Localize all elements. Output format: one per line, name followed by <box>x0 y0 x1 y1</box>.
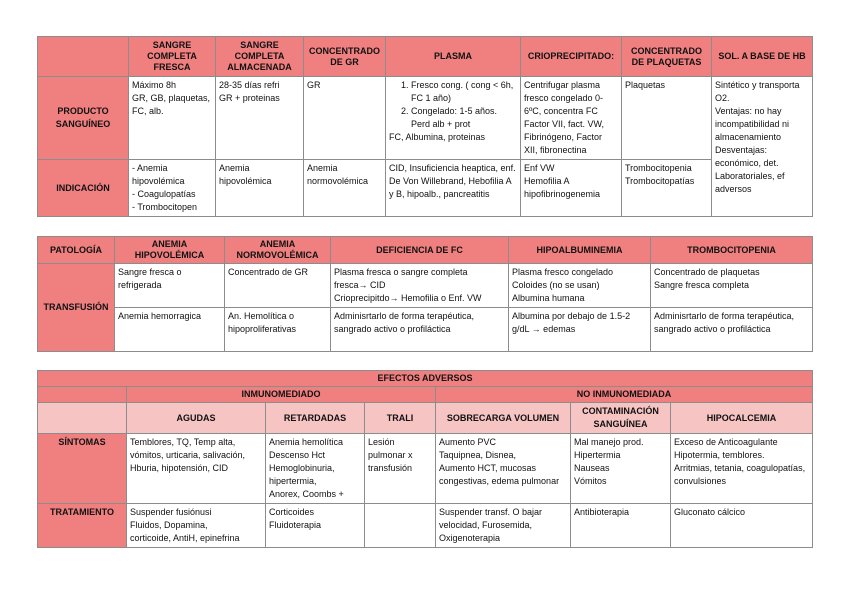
header-agudas: AGUDAS <box>127 403 266 434</box>
header-anemia-normovolemica: ANEMIA NORMOVOLÉMICA <box>225 237 331 264</box>
table-row <box>38 77 813 160</box>
header-trombocitopenia: TROMBOCITOPENIA <box>651 237 813 264</box>
header-trali: TRALI <box>365 403 436 434</box>
table-cell: Adminisrtarlo de forma terapéutica, sangrado activo o profiláctica <box>651 308 813 352</box>
adverse-effects-table <box>37 370 813 548</box>
header-empty <box>38 403 127 434</box>
row-label-transfusion: TRANSFUSIÓN <box>38 264 115 352</box>
table-cell: Gluconato cálcico <box>671 504 813 548</box>
header-empty <box>38 37 129 77</box>
header-hipoalbuminemia: HIPOALBUMINEMIA <box>509 237 651 264</box>
cell-crioprecipitado: Centrifugar plasma fresco congelado 0-6ºC, concentra FC Factor VII, fact. VW, Fibrinógeno, Factor XII, fibronectina <box>521 77 622 160</box>
row-label-producto: PRODUCTO SANGUÍNEO <box>38 77 129 160</box>
table-cell: Mal manejo prod. Hipertermia Nauseas Vómitos <box>571 434 671 504</box>
table-header-row <box>38 37 813 77</box>
header-patologia: PATOLOGÍA <box>38 237 115 264</box>
header-plasma: PLASMA <box>386 37 521 77</box>
cell-concentrado-gr: GR <box>304 77 386 160</box>
table-cell: Plasma fresca o sangre completa fresca→ CID Crioprecipitdo→ Hemofilia o Enf. VW <box>331 264 509 308</box>
table-cell: Corticoides Fluidoterapia <box>266 504 365 548</box>
table-cell: An. Hemolítica o hipoproliferativas <box>225 308 331 352</box>
row-label-sintomas: SÍNTOMAS <box>38 434 127 504</box>
table-title: EFECTOS ADVERSOS <box>38 371 813 387</box>
table-header-row <box>38 237 813 264</box>
table-row <box>38 504 813 548</box>
blood-products-table <box>37 36 813 217</box>
header-sangre-fresca: SANGRE COMPLETA FRESCA <box>129 37 216 77</box>
table-cell: Anemia hemorragica <box>115 308 225 352</box>
header-retardadas: RETARDADAS <box>266 403 365 434</box>
cell-ind-plaquetas: Trombocitopenia Trombocitopatías <box>622 160 712 217</box>
cell-ind-gr: Anemia normovolémica <box>304 160 386 217</box>
row-label-tratamiento: TRATAMIENTO <box>38 504 127 548</box>
group-no-inmunomediada: NO INMUNOMEDIADA <box>436 387 813 403</box>
cell-plaquetas: Plaquetas <box>622 77 712 160</box>
transfusion-table <box>37 236 813 352</box>
header-sangre-almacenada: SANGRE COMPLETA ALMACENADA <box>216 37 304 77</box>
list-item: 1. Fresco cong. ( cong < 6h, FC 1 año) <box>411 79 517 105</box>
header-empty <box>38 387 127 403</box>
header-sol-hb: SOL. A BASE DE HB <box>712 37 813 77</box>
table-cell: Exceso de Anticoagulante Hipotermia, temblores. Arritmias, tetania, coagulopatías, convulsiones <box>671 434 813 504</box>
table-row <box>38 160 813 217</box>
table-cell: Temblores, TQ, Temp alta, vómitos, urticaria, salivación, Hburia, hipotensión, CID <box>127 434 266 504</box>
group-inmunomediado: INMUNOMEDIADO <box>127 387 436 403</box>
cell-ind-fresca: - Anemia hipovolémica - Coagulopatías - Trombocitopen <box>129 160 216 217</box>
plasma-tail: FC, Albumina, proteinas <box>389 132 486 142</box>
table-cell: Lesión pulmonar x transfusión <box>365 434 436 504</box>
table-cell: Anemia hemolítica Descenso Hct Hemoglobinuria, hipertermia, Anorex, Coombs + <box>266 434 365 504</box>
table-row <box>38 264 813 308</box>
header-sobrecarga: SOBRECARGA VOLUMEN <box>436 403 571 434</box>
table-cell: Concentrado de GR <box>225 264 331 308</box>
table-cell <box>365 504 436 548</box>
header-hipocalcemia: HIPOCALCEMIA <box>671 403 813 434</box>
header-contaminacion: CONTAMINACIÓN SANGUÍNEA <box>571 403 671 434</box>
table-cell: Plasma fresco congelado Coloides (no se usan) Albumina humana <box>509 264 651 308</box>
header-anemia-hipovolemica: ANEMIA HIPOVOLÉMICA <box>115 237 225 264</box>
table-cell: Albumina por debajo de 1.5-2 g/dL → edemas <box>509 308 651 352</box>
cell-plasma <box>386 77 521 160</box>
cell-sangre-fresca: Máximo 8h GR, GB, plaquetas, FC, alb. <box>129 77 216 160</box>
table-title-row <box>38 371 813 387</box>
table-cell: Suspender transf. O bajar velocidad, Furosemida, Oxigenoterapia <box>436 504 571 548</box>
header-concentrado-plaquetas: CONCENTRADO DE PLAQUETAS <box>622 37 712 77</box>
table-cell: Antibioterapia <box>571 504 671 548</box>
table-row <box>38 308 813 352</box>
group-header-row <box>38 387 813 403</box>
cell-ind-almacenada: Anemia hipovolémica <box>216 160 304 217</box>
table-cell: Concentrado de plaquetas Sangre fresca completa <box>651 264 813 308</box>
list-item: 2. Congelado: 1-5 años. Perd alb + prot <box>411 105 517 131</box>
cell-sangre-almacenada: 28-35 días refri GR + proteinas <box>216 77 304 160</box>
header-deficiencia-fc: DEFICIENCIA DE FC <box>331 237 509 264</box>
table-cell: Suspender fusiónusi Fluidos, Dopamina, corticoide, AntiH, epinefrina <box>127 504 266 548</box>
table-row <box>38 434 813 504</box>
cell-ind-crio: Enf VW Hemofilia A hipofibrinogenemia <box>521 160 622 217</box>
sub-header-row <box>38 403 813 434</box>
plasma-list <box>389 79 517 131</box>
row-label-indicacion: INDICACIÓN <box>38 160 129 217</box>
table-cell: Aumento PVC Taquipnea, Disnea, Aumento HCT, mucosas congestivas, edema pulmonar <box>436 434 571 504</box>
table-cell: Sangre fresca o refrigerada <box>115 264 225 308</box>
header-crioprecipitado: CRIOPRECIPITADO: <box>521 37 622 77</box>
header-concentrado-gr: CONCENTRADO DE GR <box>304 37 386 77</box>
cell-sol-hb: Sintético y transporta O2. Ventajas: no hay incompatibilidad ni almacenamiento Desventajas: económico, det. Laboratoriales, ef adversos <box>712 77 813 217</box>
table-cell: Adminisrtarlo de forma terapéutica, sangrado activo o profiláctica <box>331 308 509 352</box>
cell-ind-plasma: CID, Insuficiencia heaptica, enf. De Von Willebrand, Hebofilia A y B, hipoalb., pancreatitis <box>386 160 521 217</box>
